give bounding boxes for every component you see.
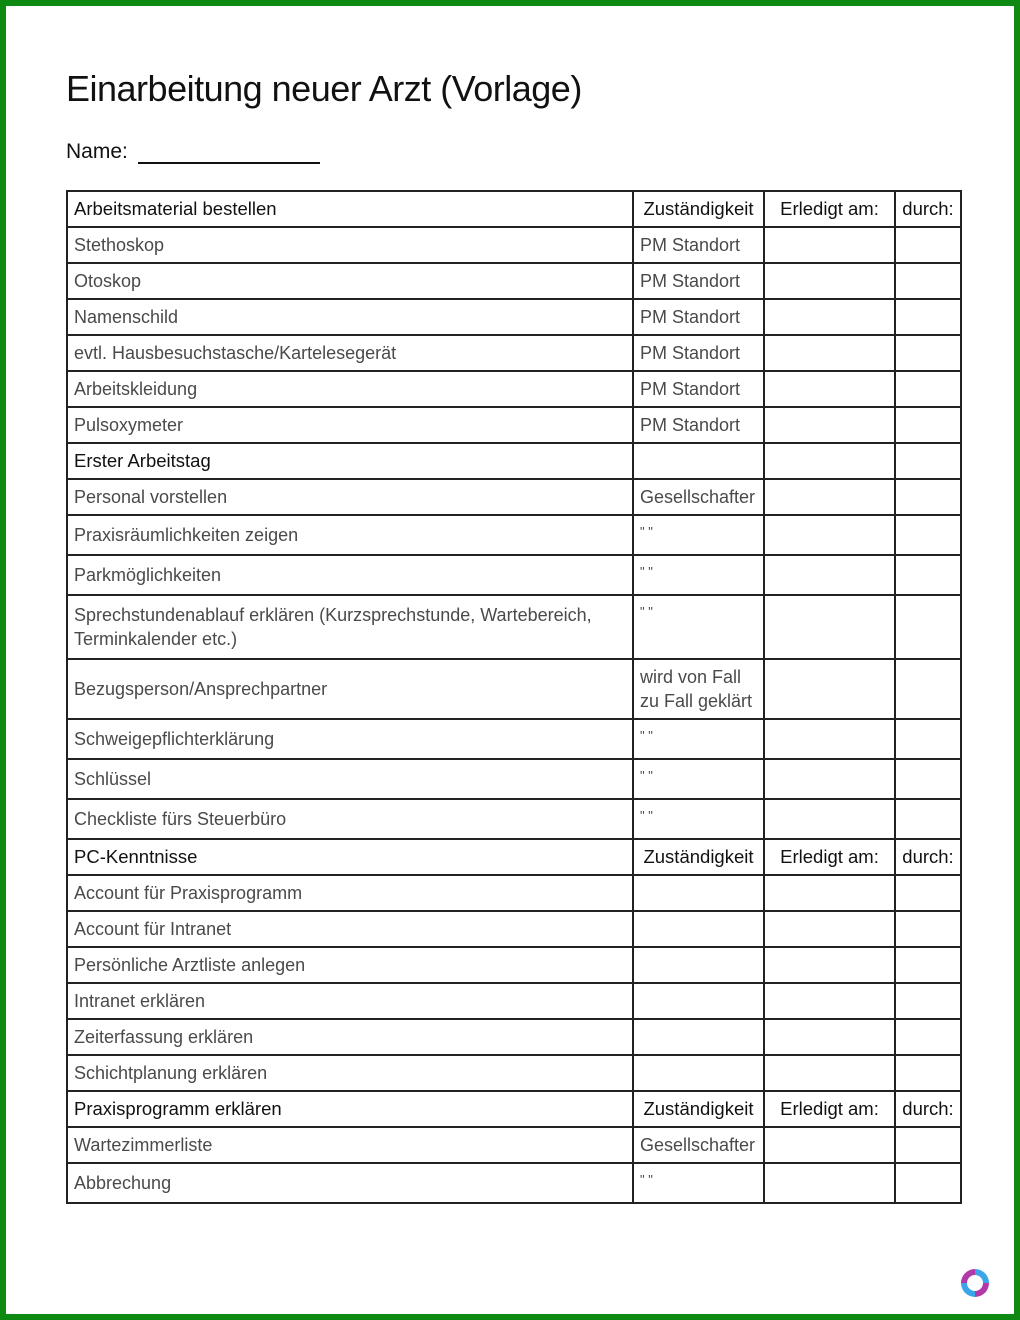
task-cell: Abbrechung [67,1163,633,1203]
done-by-cell[interactable] [895,659,961,719]
checklist-row [67,595,961,659]
done-by-cell[interactable] [895,947,961,983]
column-header-responsibility: Zuständigkeit [633,191,764,227]
checklist-row [67,875,961,911]
section-heading: Erster Arbeitstag [67,443,633,479]
done-on-cell[interactable] [764,407,895,443]
done-on-cell[interactable] [764,1163,895,1203]
responsibility-cell[interactable] [633,1055,764,1091]
responsibility-cell[interactable] [633,983,764,1019]
done-on-cell[interactable] [764,227,895,263]
task-cell: Persönliche Arztliste anlegen [67,947,633,983]
checklist-row [67,911,961,947]
responsibility-cell[interactable]: PM Standort [633,335,764,371]
done-by-cell[interactable] [895,299,961,335]
column-header-done-on [764,443,895,479]
done-by-cell[interactable] [895,371,961,407]
done-on-cell[interactable] [764,799,895,839]
done-on-cell[interactable] [764,299,895,335]
done-on-cell[interactable] [764,479,895,515]
responsibility-cell[interactable]: PM Standort [633,407,764,443]
checklist-table [66,190,962,1204]
task-cell: Otoskop [67,263,633,299]
done-on-cell[interactable] [764,371,895,407]
done-on-cell[interactable] [764,983,895,1019]
checklist-row [67,335,961,371]
done-by-cell[interactable] [895,759,961,799]
task-cell: Praxisräumlichkeiten zeigen [67,515,633,555]
task-cell: evtl. Hausbesuchstasche/Kartelesegerät [67,335,633,371]
task-cell: Namenschild [67,299,633,335]
checklist-row [67,1127,961,1163]
checklist-row [67,659,961,719]
responsibility-cell[interactable]: " " [633,515,764,555]
task-cell: Pulsoxymeter [67,407,633,443]
done-by-cell[interactable] [895,911,961,947]
checklist-row [67,759,961,799]
task-cell: Schichtplanung erklären [67,1055,633,1091]
done-on-cell[interactable] [764,947,895,983]
task-cell: Zeiterfassung erklären [67,1019,633,1055]
done-by-cell[interactable] [895,1163,961,1203]
column-header-done-by: durch: [895,1091,961,1127]
task-cell: Arbeitskleidung [67,371,633,407]
checklist-row [67,947,961,983]
name-field [66,140,320,164]
done-on-cell[interactable] [764,595,895,659]
section-heading: Arbeitsmaterial bestellen [67,191,633,227]
responsibility-cell[interactable]: " " [633,595,764,659]
column-header-done-by [895,443,961,479]
task-cell: Schweigepflichterklärung [67,719,633,759]
brand-logo-icon [958,1266,992,1300]
checklist-row [67,799,961,839]
responsibility-cell[interactable]: Gesellschafter [633,479,764,515]
responsibility-cell[interactable]: " " [633,555,764,595]
page-title: Einarbeitung neuer Arzt (Vorlage) [66,68,582,109]
done-by-cell[interactable] [895,595,961,659]
task-cell: Account für Intranet [67,911,633,947]
responsibility-cell[interactable]: " " [633,719,764,759]
checklist-row [67,1055,961,1091]
done-on-cell[interactable] [764,719,895,759]
task-cell: Bezugsperson/Ansprechpartner [67,659,633,719]
done-on-cell[interactable] [764,335,895,371]
responsibility-cell[interactable]: Gesellschafter [633,1127,764,1163]
task-cell: Stethoskop [67,227,633,263]
checklist-row [67,983,961,1019]
done-by-cell[interactable] [895,263,961,299]
done-on-cell[interactable] [764,555,895,595]
responsibility-cell[interactable]: wird von Fall zu Fall geklärt [633,659,764,719]
responsibility-cell[interactable]: PM Standort [633,299,764,335]
done-on-cell[interactable] [764,1019,895,1055]
checklist-row [67,515,961,555]
done-by-cell[interactable] [895,335,961,371]
done-on-cell[interactable] [764,911,895,947]
done-on-cell[interactable] [764,1127,895,1163]
responsibility-cell[interactable] [633,1019,764,1055]
done-by-cell[interactable] [895,227,961,263]
done-by-cell[interactable] [895,719,961,759]
section-heading: PC-Kenntnisse [67,839,633,875]
task-cell: Checkliste fürs Steuerbüro [67,799,633,839]
section-header-row [67,839,961,875]
done-by-cell[interactable] [895,479,961,515]
column-header-done-on: Erledigt am: [764,191,895,227]
done-on-cell[interactable] [764,759,895,799]
responsibility-cell[interactable]: " " [633,759,764,799]
done-on-cell[interactable] [764,1055,895,1091]
checklist-row [67,555,961,595]
name-label: Name: [66,140,128,163]
done-on-cell[interactable] [764,515,895,555]
column-header-done-on: Erledigt am: [764,839,895,875]
responsibility-cell[interactable]: PM Standort [633,263,764,299]
checklist-row [67,1019,961,1055]
done-by-cell[interactable] [895,555,961,595]
column-header-done-by: durch: [895,191,961,227]
done-by-cell[interactable] [895,1127,961,1163]
checklist-row [67,407,961,443]
responsibility-cell[interactable] [633,947,764,983]
checklist-row [67,1163,961,1203]
done-by-cell[interactable] [895,875,961,911]
responsibility-cell[interactable]: " " [633,1163,764,1203]
name-blank-line[interactable] [138,140,320,164]
done-on-cell[interactable] [764,875,895,911]
section-header-row [67,443,961,479]
responsibility-cell[interactable]: PM Standort [633,227,764,263]
column-header-responsibility [633,443,764,479]
responsibility-cell[interactable]: PM Standort [633,371,764,407]
checklist-row [67,299,961,335]
checklist-row [67,371,961,407]
section-header-row [67,1091,961,1127]
done-by-cell[interactable] [895,407,961,443]
column-header-done-by: durch: [895,839,961,875]
responsibility-cell[interactable] [633,911,764,947]
responsibility-cell[interactable]: " " [633,799,764,839]
done-by-cell[interactable] [895,1055,961,1091]
column-header-responsibility: Zuständigkeit [633,839,764,875]
done-by-cell[interactable] [895,799,961,839]
task-cell: Parkmöglichkeiten [67,555,633,595]
task-cell: Intranet erklären [67,983,633,1019]
task-cell: Schlüssel [67,759,633,799]
checklist-row [67,479,961,515]
checklist-row [67,227,961,263]
task-cell: Account für Praxisprogramm [67,875,633,911]
done-by-cell[interactable] [895,1019,961,1055]
checklist-row [67,263,961,299]
responsibility-cell[interactable] [633,875,764,911]
done-on-cell[interactable] [764,659,895,719]
checklist-row [67,719,961,759]
column-header-responsibility: Zuständigkeit [633,1091,764,1127]
section-heading: Praxisprogramm erklären [67,1091,633,1127]
done-on-cell[interactable] [764,263,895,299]
task-cell: Personal vorstellen [67,479,633,515]
column-header-done-on: Erledigt am: [764,1091,895,1127]
section-header-row [67,191,961,227]
task-cell: Wartezimmerliste [67,1127,633,1163]
done-by-cell[interactable] [895,983,961,1019]
done-by-cell[interactable] [895,515,961,555]
task-cell: Sprechstundenablauf erklären (Kurzsprechstunde, Wartebereich, Terminkalender etc.) [67,595,633,659]
